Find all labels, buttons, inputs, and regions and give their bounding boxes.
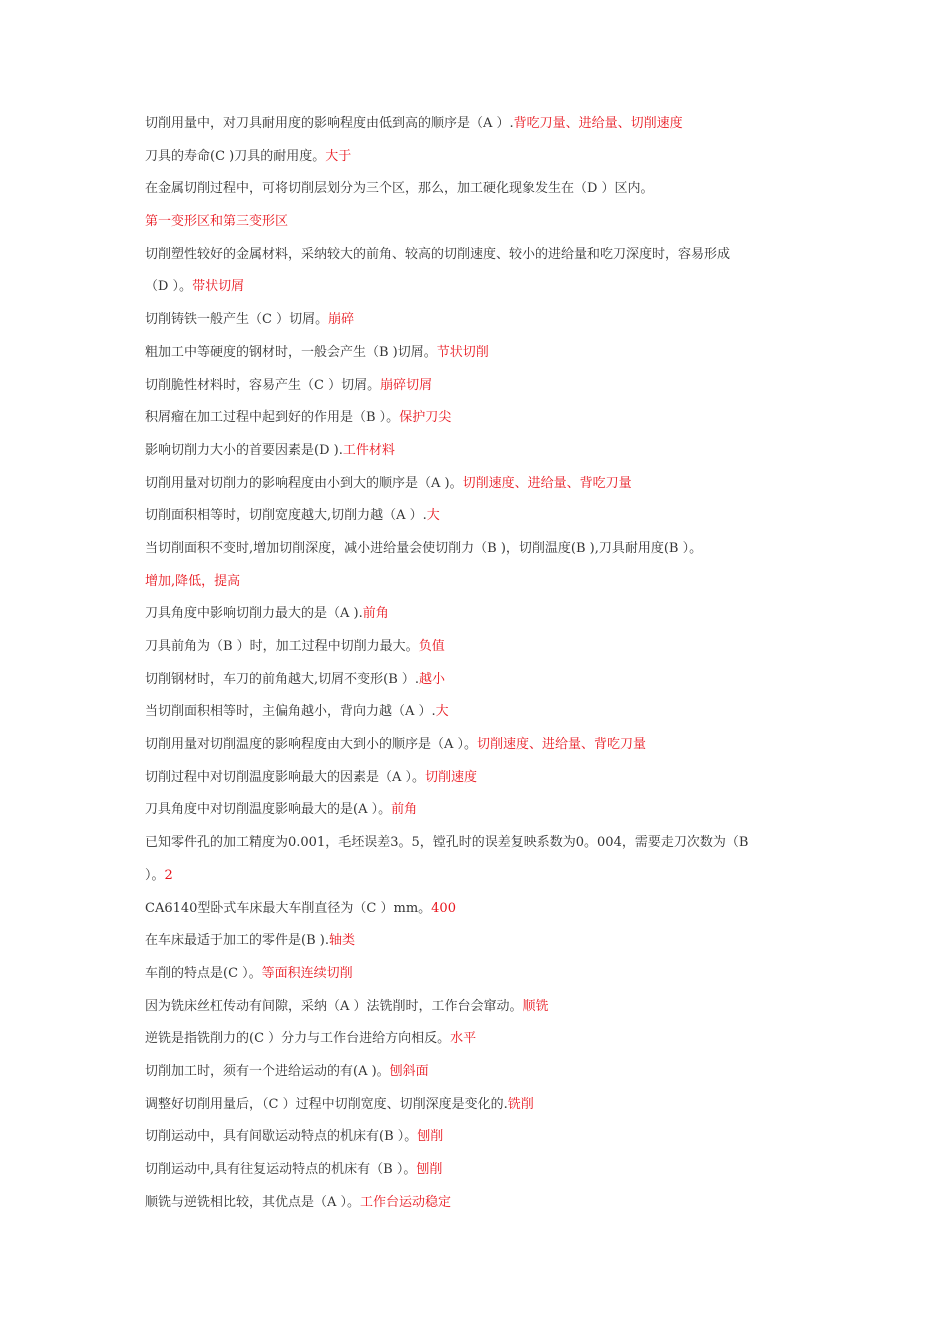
answer-text: 崩碎切屑: [380, 377, 433, 393]
question-text: 积屑瘤在加工过程中起到好的作用是（B ）。: [145, 410, 400, 426]
answer-text: 越小: [419, 671, 446, 687]
question-line: [145, 376, 810, 409]
answer-text: 前角: [362, 606, 389, 622]
question-text: 在车床最适于加工的零件是(B ).: [145, 933, 329, 949]
question-text: 影响切削力大小的首要因素是(D ).: [145, 442, 343, 458]
question-text: 切削运动中,具有往复运动特点的机床有（B ）。: [145, 1162, 417, 1177]
question-text: 车削的特点是(C ）。: [145, 965, 262, 981]
question-text: 切削用量对切削力的影响程度由小到大的顺序是（A )。: [145, 475, 463, 491]
question-text: 当切削面积不变时,增加切削深度，减小进给量会使切削力（B )，切削温度(B ),刀具耐用度(B ）。: [145, 540, 703, 556]
question-line: [145, 604, 810, 637]
answer-text: 铣削: [507, 1096, 534, 1112]
question-line: [145, 670, 810, 703]
answer-text: 带状切屑: [192, 279, 245, 295]
question-text: 因为铣床丝杠传动有间隙，采纳（A ）法铣削时，工作台会窜动。: [145, 998, 523, 1014]
answer-text: 2: [164, 867, 173, 883]
question-text: 切削脆性材料时，容易产生（C ）切屑。: [145, 377, 381, 393]
question-line: [145, 539, 810, 572]
question-text: 切削面积相等时，切削宽度越大,切削力越（A ）.: [145, 508, 427, 524]
question-text: 切削过程中对切削温度影响最大的因素是（A ）。: [145, 769, 426, 785]
question-line: [145, 277, 810, 310]
question-text: 刀具的寿命(C )刀具的耐用度。: [145, 148, 326, 164]
answer-text: 负值: [418, 639, 445, 654]
answer-text: 崩碎: [328, 312, 355, 328]
question-line: [145, 833, 810, 866]
question-text: （D ）。: [145, 279, 193, 295]
question-text: 切削用量对切削温度的影响程度由大到小的顺序是（A ）。: [145, 737, 478, 753]
question-list: [145, 114, 810, 1225]
answer-text: 前角: [391, 802, 418, 818]
question-line: [145, 1029, 810, 1062]
question-text: 切削用量中，对刀具耐用度的影响程度由低到高的顺序是（A ）.: [145, 116, 514, 131]
question-line: [145, 735, 810, 768]
question-line: [145, 1160, 810, 1193]
question-line: [145, 245, 810, 278]
question-text: 切削塑性较好的金属材料，采纳较大的前角、较高的切削速度、较小的进给量和吃刀深度时，容易形成: [145, 246, 731, 262]
question-text: CA6140型卧式车床最大车削直径为（C ）mm。: [145, 900, 432, 916]
answer-text: 切削速度: [425, 769, 478, 785]
question-line: [145, 310, 810, 343]
question-line: [145, 506, 810, 539]
question-line: [145, 474, 810, 507]
question-text: 切削运动中，具有间歇运动特点的机床有(B ）。: [145, 1129, 418, 1145]
question-text: 粗加工中等硬度的钢材时，一般会产生（B )切屑。: [145, 344, 437, 360]
answer-text: 大: [435, 704, 449, 720]
answer-text: 切削速度、进给量、背吃刀量: [477, 737, 647, 753]
question-line: [145, 964, 810, 997]
question-line: [145, 1193, 810, 1226]
question-line: [145, 114, 810, 147]
answer-text: 刨削: [417, 1129, 444, 1145]
answer-text: 400: [431, 900, 456, 916]
question-line: [145, 997, 810, 1030]
question-line: [145, 637, 810, 670]
answer-text: 轴类: [328, 933, 355, 949]
question-text: 切削加工时，须有一个进给运动的有(A )。: [145, 1063, 390, 1079]
answer-text: 刨削: [416, 1162, 443, 1177]
question-text: 逆铣是指铣削力的(C ）分力与工作台进给方向相反。: [145, 1031, 451, 1047]
answer-text: 工件材料: [342, 442, 395, 458]
answer-text: 等面积连续切削: [261, 965, 353, 981]
question-line: [145, 212, 810, 245]
answer-text: 切削速度、进给量、背吃刀量: [462, 475, 632, 491]
question-line: [145, 572, 810, 605]
question-line: [145, 179, 810, 212]
question-text: 顺铣与逆铣相比较，其优点是（A ）。: [145, 1194, 361, 1210]
answer-text: 水平: [450, 1031, 477, 1047]
answer-text: 顺铣: [522, 998, 549, 1014]
question-line: [145, 1095, 810, 1128]
question-text: 已知零件孔的加工精度为0.001，毛坯误差3。5，镗孔时的误差复映系数为0。004，需要走刀次数为（B: [145, 835, 749, 851]
question-line: [145, 800, 810, 833]
answer-text: 第一变形区和第三变形区: [145, 214, 289, 230]
question-text: 在金属切削过程中，可将切削层划分为三个区，那么，加工硬化现象发生在（D ）区内。: [145, 181, 654, 197]
question-text: 切削钢材时，车刀的前角越大,切屑不变形(B ）.: [145, 671, 420, 687]
answer-text: 增加,降低，提高: [145, 573, 241, 589]
question-line: [145, 408, 810, 441]
answer-text: 刨斜面: [389, 1063, 429, 1079]
question-line: [145, 147, 810, 180]
answer-text: 大于: [325, 148, 352, 164]
question-text: ）。: [145, 867, 165, 883]
question-text: 切削铸铁一般产生（C ）切屑。: [145, 312, 329, 328]
question-line: [145, 866, 810, 899]
question-text: 刀具角度中影响切削力最大的是（A ).: [145, 606, 363, 622]
answer-text: 大: [426, 508, 440, 524]
question-line: [145, 441, 810, 474]
question-text: 当切削面积相等时，主偏角越小，背向力越（A ）.: [145, 704, 436, 720]
question-text: 刀具前角为（B ）时，加工过程中切削力最大。: [145, 639, 419, 654]
answer-text: 保护刀尖: [399, 410, 452, 426]
question-line: [145, 768, 810, 801]
question-line: [145, 1127, 810, 1160]
answer-text: 工作台运动稳定: [360, 1194, 452, 1210]
question-line: [145, 931, 810, 964]
question-line: [145, 702, 810, 735]
answer-text: 背吃刀量、进给量、切削速度: [513, 116, 683, 131]
question-line: [145, 899, 810, 932]
answer-text: 节状切削: [436, 344, 489, 360]
question-line: [145, 1062, 810, 1095]
question-text: 调整好切削用量后，（C ）过程中切削宽度、切削深度是变化的.: [145, 1096, 508, 1112]
question-line: [145, 343, 810, 376]
question-text: 刀具角度中对切削温度影响最大的是(A ）。: [145, 802, 392, 818]
